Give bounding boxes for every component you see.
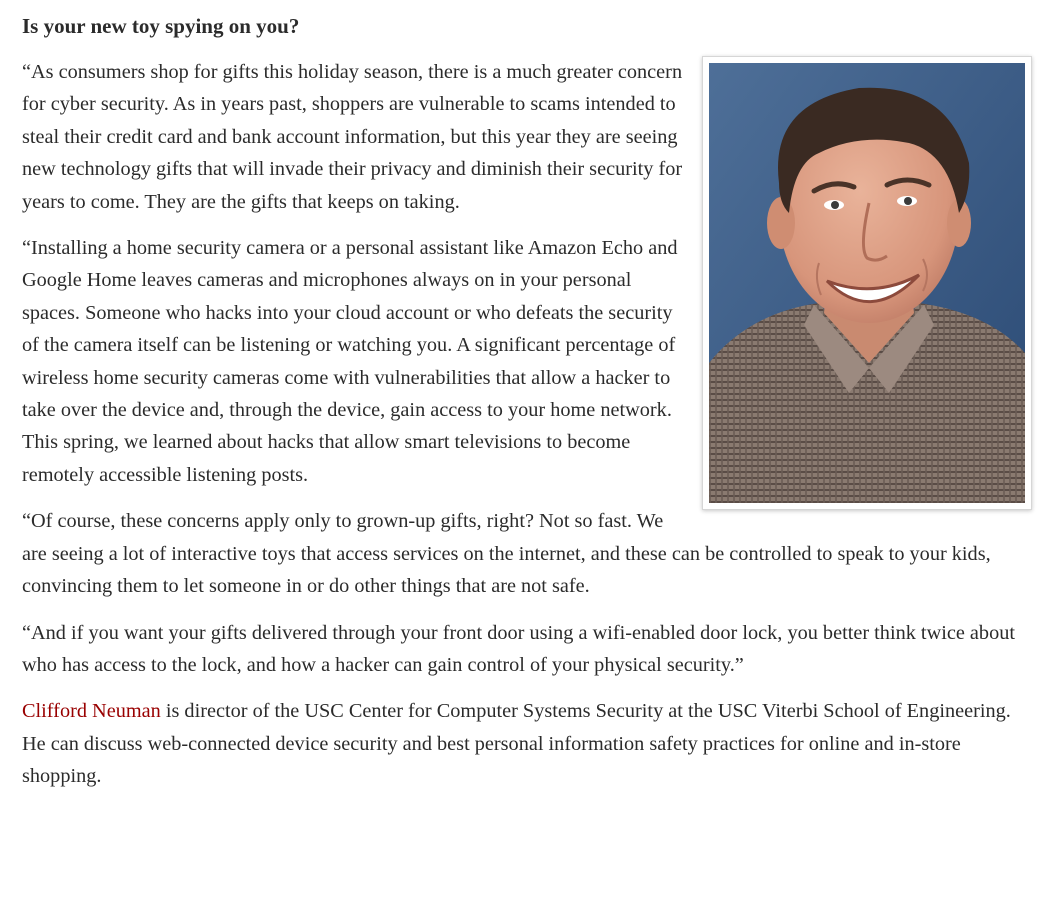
quote-paragraph-1: “As consumers shop for gifts this holiday season, there is a much greater concern for cyber security. As in years past, shoppers are vulnerable to scams intended to steal their credit card and bank account information, but this year they are seeing new technology gifts that will invade their privacy and diminish their security for years to come. They are the gifts that keeps on taking. (22, 61, 683, 213)
author-photo-frame (702, 56, 1032, 510)
author-bio (22, 695, 1032, 792)
author-bio-text: is director of the USC Center for Computer Systems Security at the USC Viterbi School of Engineering. He can discuss web-connected device security and best personal information safety practices for online and in-store shopping. (22, 700, 1011, 788)
quote-paragraph-3: “Of course, these concerns apply only to grown-up gifts, right? Not so fast. We are seeing a lot of interactive toys that access services on the internet, and these can be controlled to speak to your kids, convincing them to let someone in or do other things that are not safe. (22, 510, 991, 598)
author-name-link[interactable]: Clifford Neuman (22, 700, 161, 723)
article (22, 10, 1032, 807)
quote-paragraph-2: “Installing a home security camera or a personal assistant like Amazon Echo and Google Home leaves cameras and microphones always on in your personal spaces. Someone who hacks into your cloud account or who defeats the security of the camera itself can be listening or watching you. A significant percentage of wireless home security cameras come with vulnerabilities that allow a hacker to take over the device and, through the device, gain access to your home network. This spring, we learned about hacks that allow smart televisions to become remotely accessible listening posts. (22, 237, 678, 486)
author-portrait-photo (709, 63, 1025, 503)
quote-paragraph-4: “And if you want your gifts delivered through your front door using a wifi-enabled door lock, you better think twice about who has access to the lock, and how a hacker can gain control of your physical security.” (22, 621, 1015, 676)
article-headline: Is your new toy spying on you? (22, 14, 300, 38)
